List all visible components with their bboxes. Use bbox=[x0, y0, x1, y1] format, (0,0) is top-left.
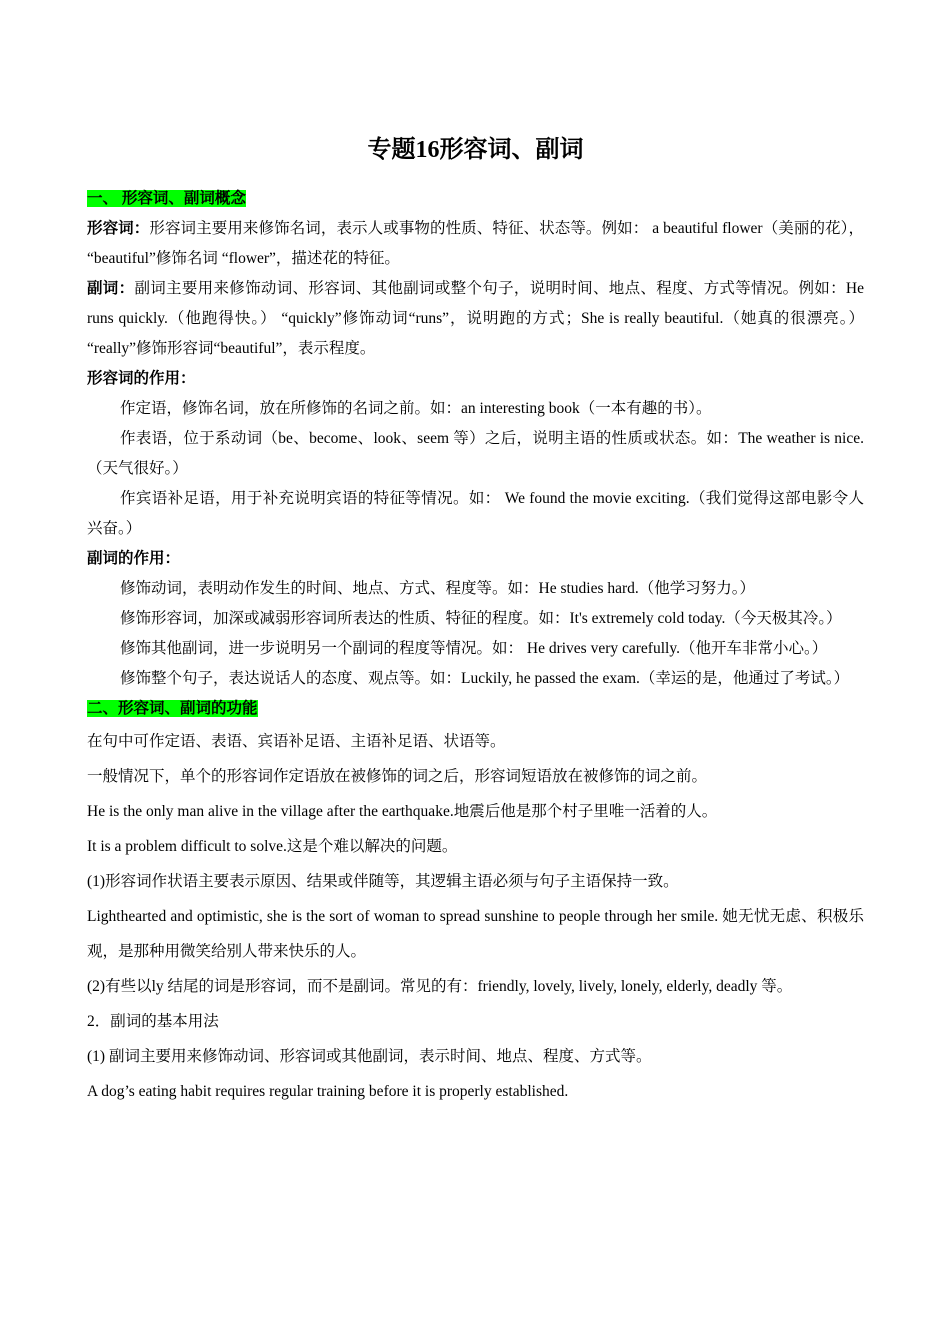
section2-heading bbox=[87, 694, 864, 724]
section2-line: It is a problem difficult to solve.这是个难以解决的问题。 bbox=[87, 838, 458, 855]
adj-definition bbox=[87, 214, 864, 274]
adv-definition bbox=[87, 274, 864, 364]
section1-heading-text: 一、 形容词、副词概念 bbox=[87, 190, 246, 207]
section2-line: (1)形容词作状语主要表示原因、结果或伴随等，其逻辑主语必须与句子主语保持一致。 bbox=[87, 873, 679, 890]
section2-line: (1) 副词主要用来修饰动词、形容词或其他副词，表示时间、地点、程度、方式等。 bbox=[87, 1048, 652, 1065]
section2-line: A dog’s eating habit requires regular training before it is properly established. bbox=[87, 1083, 569, 1100]
adj-text: 形容词主要用来修饰名词，表示人或事物的性质、特征、状态等。例如： a beautiful flower（美丽的花）， “beautiful”修饰名词 “flower”，描述花的特征。 bbox=[87, 220, 864, 267]
section2-line: 2．副词的基本用法 bbox=[87, 1013, 219, 1030]
adj-role-item: 作定语，修饰名词，放在所修饰的名词之前。如：an interesting book（一本有趣的书）。 bbox=[120, 400, 712, 417]
adj-label: 形容词： bbox=[87, 220, 150, 237]
adv-role-item: 修饰整个句子，表达说话人的态度、观点等。如：Luckily, he passed the exam.（幸运的是，他通过了考试。） bbox=[120, 670, 850, 687]
section2-line: Lighthearted and optimistic, she is the sort of woman to spread sunshine to people through her smile. 她无忧无虑、积极乐观，是那种用微笑给别人带来快乐的人。 bbox=[87, 908, 864, 960]
section2-heading-text: 二、形容词、副词的功能 bbox=[87, 700, 258, 717]
adv-role-heading: 副词的作用： bbox=[87, 550, 181, 567]
section1-heading bbox=[87, 184, 864, 214]
document-page bbox=[87, 130, 864, 1109]
adv-label: 副词： bbox=[87, 280, 135, 297]
section2-line: 在句中可作定语、表语、宾语补足语、主语补足语、状语等。 bbox=[87, 733, 506, 750]
adj-role-heading: 形容词的作用： bbox=[87, 370, 196, 387]
adv-role-item: 修饰形容词，加深或减弱形容词所表达的性质、特征的程度。如：It's extremely cold today.（今天极其冷。） bbox=[120, 610, 842, 627]
section2-line: (2)有些以ly 结尾的词是形容词，而不是副词。常见的有：friendly, lovely, lively, lonely, elderly, deadly 等。 bbox=[87, 978, 793, 995]
adj-role-item: 作宾语补足语，用于补充说明宾语的特征等情况。如： We found the movie exciting.（我们觉得这部电影令人兴奋。） bbox=[87, 490, 864, 537]
page-title: 专题16形容词、副词 bbox=[367, 137, 584, 163]
adv-text: 副词主要用来修饰动词、形容词、其他副词或整个句子，说明时间、地点、程度、方式等情况。例如：He runs quickly.（他跑得快。） “quickly”修饰动词“runs”，说明跑的方式；She is really beautiful.（她真的很漂亮。） “really”修饰形容词“beautiful”，表示程度。 bbox=[87, 280, 864, 357]
adv-role-item: 修饰动词，表明动作发生的时间、地点、方式、程度等。如：He studies hard.（他学习努力。） bbox=[120, 580, 756, 597]
adj-role-item: 作表语，位于系动词（be、become、look、seem 等）之后，说明主语的性质或状态。如：The weather is nice.（天气很好。） bbox=[87, 430, 864, 477]
section2-line: 一般情况下，单个的形容词作定语放在被修饰的词之后，形容词短语放在被修饰的词之前。 bbox=[87, 768, 708, 785]
section2-line: He is the only man alive in the village after the earthquake.地震后他是那个村子里唯一活着的人。 bbox=[87, 803, 718, 820]
adv-role-item: 修饰其他副词，进一步说明另一个副词的程度等情况。如： He drives very carefully.（他开车非常小心。） bbox=[120, 640, 828, 657]
